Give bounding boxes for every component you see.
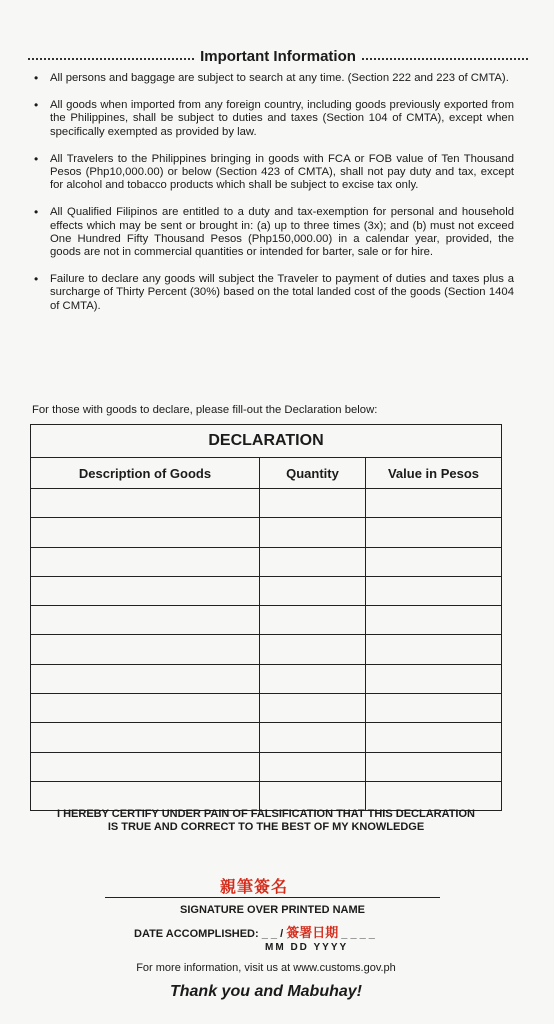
date-blank-trailing[interactable]: _ _ _ _ [341,928,375,940]
quantity-cell[interactable] [260,576,366,605]
value-cell[interactable] [366,781,502,810]
table-row [31,606,502,635]
declaration-intro: For those with goods to declare, please fill-out the Declaration below: [32,404,378,416]
quantity-cell[interactable] [260,781,366,810]
value-cell[interactable] [366,723,502,752]
description-cell[interactable] [31,518,260,547]
quantity-cell[interactable] [260,664,366,693]
quantity-cell[interactable] [260,606,366,635]
certification-statement [30,808,502,834]
bullet-item: • All Qualified Filipinos are entitled to a duty and tax-exemption for personal and household effects which may be sent or brought in: (a) up to three times (3x); and (b) must not exceed One Hundred Fifty Thousand Pesos (Php150,000.00) in a calendar year, provided, the goods are not in commercial quantities or intended for barter, sale or for hire. [34,206,514,259]
quantity-cell[interactable] [260,518,366,547]
value-cell[interactable] [366,576,502,605]
info-bullet-list [34,72,514,327]
column-header-description: Description of Goods [31,458,260,489]
certification-line-1: I HEREBY CERTIFY UNDER PAIN OF FALSIFICATION THAT THIS DECLARATION [56,808,475,820]
quantity-cell[interactable] [260,694,366,723]
table-row [31,518,502,547]
value-cell[interactable] [366,752,502,781]
signature-annotation: 親筆簽名 [220,879,289,896]
date-blank[interactable]: _ _ / [261,928,284,940]
declaration-table [30,424,502,811]
description-cell[interactable] [31,723,260,752]
value-cell[interactable] [366,664,502,693]
date-label: DATE ACCOMPLISHED: [134,928,259,940]
bullet-item: • All persons and baggage are subject to search at any time. (Section 222 and 223 of CMTA). [34,72,514,85]
description-cell[interactable] [31,635,260,664]
column-header-quantity: Quantity [260,458,366,489]
description-cell[interactable] [31,664,260,693]
description-cell[interactable] [31,781,260,810]
description-cell[interactable] [31,489,260,518]
value-cell[interactable] [366,635,502,664]
quantity-cell[interactable] [260,635,366,664]
date-format-hint: MM DD YYYY [265,942,349,953]
quantity-cell[interactable] [260,752,366,781]
table-row [31,781,502,810]
bullet-item: • All Travelers to the Philippines bringing in goods with FCA or FOB value of Ten Thousand Pesos (Php10,000.00) or below (Section 423 of CMTA), shall not pay duty and tax, except for alcohol and tobacco products which shall be subject to excise tax only. [34,153,514,193]
value-cell[interactable] [366,694,502,723]
heading-title: Important Information [200,48,356,65]
description-cell[interactable] [31,547,260,576]
date-accomplished-row [134,922,375,941]
description-cell[interactable] [31,752,260,781]
signature-label: SIGNATURE OVER PRINTED NAME [180,904,365,916]
value-cell[interactable] [366,489,502,518]
table-row [31,635,502,664]
value-cell[interactable] [366,606,502,635]
table-row [31,547,502,576]
bullet-item: • Failure to declare any goods will subject the Traveler to payment of duties and taxes plus a surcharge of Thirty Percent (30%) based on the total landed cost of the goods (Section 1404 of CMTA). [34,273,514,313]
section-heading [28,48,528,65]
table-row [31,694,502,723]
table-row [31,723,502,752]
dotted-leader-right [362,58,528,60]
column-header-value: Value in Pesos [366,458,502,489]
quantity-cell[interactable] [260,489,366,518]
certification-line-2: IS TRUE AND CORRECT TO THE BEST OF MY KNOWLEDGE [107,821,425,833]
value-cell[interactable] [366,518,502,547]
quantity-cell[interactable] [260,723,366,752]
description-cell[interactable] [31,576,260,605]
description-cell[interactable] [31,606,260,635]
bullet-item: • All goods when imported from any foreign country, including goods previously exported from the Philippines, shall be subject to duties and taxes (Section 104 of CMTA), except when specifically exempted as provided by law. [34,99,514,139]
date-annotation: 簽署日期 [286,925,339,940]
signature-line[interactable] [105,897,440,898]
thank-you-message: Thank you and Mabuhay! [169,983,362,1000]
table-row [31,576,502,605]
dotted-leader-left [28,58,194,60]
table-row [31,664,502,693]
description-cell[interactable] [31,694,260,723]
quantity-cell[interactable] [260,547,366,576]
footer-info: For more information, visit us at www.customs.gov.ph [136,962,396,974]
table-row [31,489,502,518]
declaration-title: DECLARATION [31,425,502,458]
table-row [31,752,502,781]
value-cell[interactable] [366,547,502,576]
